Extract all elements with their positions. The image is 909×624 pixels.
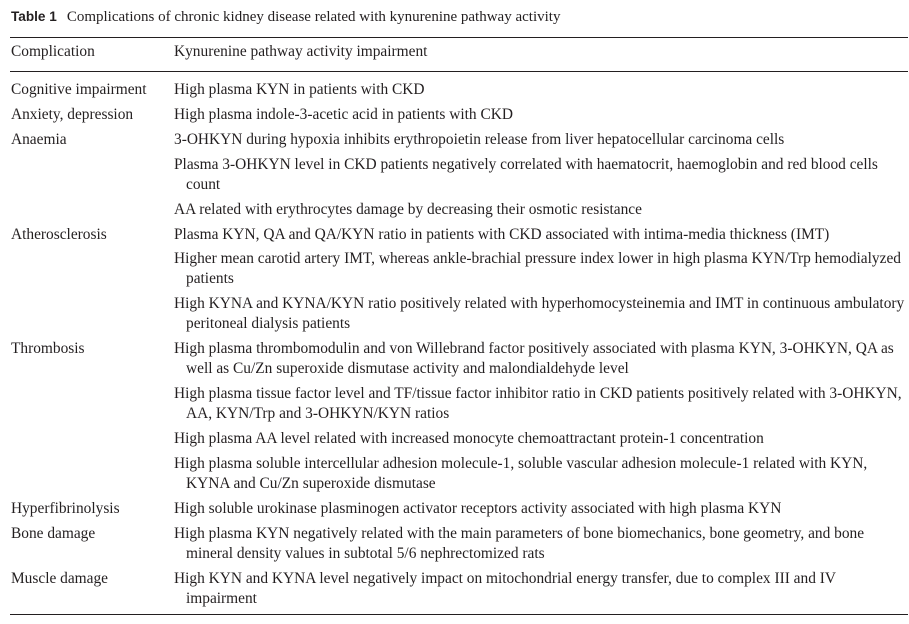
cell-complication: Thrombosis bbox=[11, 340, 85, 357]
table-header-row bbox=[10, 42, 908, 62]
cell-impairment: High plasma tissue factor level and TF/tissue factor inhibitor ratio in CKD patients positively related with 3-OHKYN, AA, KYN/Trp and 3-OHKYN/KYN ratios bbox=[174, 385, 902, 422]
table-caption-label: Table 1 bbox=[11, 9, 57, 24]
header-impairment: Kynurenine pathway activity impairment bbox=[174, 43, 428, 60]
cell-complication: Anxiety, depression bbox=[11, 106, 134, 123]
cell-impairment: High plasma thrombomodulin and von Willebrand factor positively associated with plasma KYN, 3-OHKYN, QA as well as Cu/Zn superoxide dismutase activity and malondialdehyde level bbox=[174, 340, 894, 377]
cell-impairment: AA related with erythrocytes damage by decreasing their osmotic resistance bbox=[174, 201, 642, 218]
cell-complication: Muscle damage bbox=[11, 570, 109, 587]
table-caption bbox=[11, 7, 560, 27]
table-header-rule bbox=[10, 71, 908, 72]
cell-impairment: High plasma soluble intercellular adhesion molecule-1, soluble vascular adhesion molecule-1 related with KYN, KYNA and Cu/Zn superoxide dismutase bbox=[174, 455, 868, 492]
cell-complication: Bone damage bbox=[11, 525, 96, 542]
cell-impairment: High plasma KYN negatively related with the main parameters of bone biomechanics, bone geometry, and bone mineral density values in subtotal 5/6 nephrectomized rats bbox=[174, 525, 865, 562]
cell-complication: Anaemia bbox=[11, 131, 67, 148]
table-caption-text: Complications of chronic kidney disease related with kynurenine pathway activity bbox=[66, 9, 561, 25]
header-complication: Complication bbox=[11, 43, 95, 60]
cell-impairment: Plasma KYN, QA and QA/KYN ratio in patients with CKD associated with intima-media thickness (IMT) bbox=[174, 226, 830, 243]
cell-complication: Atherosclerosis bbox=[11, 226, 107, 243]
table-bottom-rule bbox=[10, 614, 908, 615]
cell-impairment: High plasma KYN in patients with CKD bbox=[174, 81, 425, 98]
cell-impairment: High KYN and KYNA level negatively impact on mitochondrial energy transfer, due to complex III and IV impairment bbox=[174, 570, 836, 607]
cell-impairment: High plasma indole-3-acetic acid in patients with CKD bbox=[174, 106, 513, 123]
cell-impairment: High KYNA and KYNA/KYN ratio positively related with hyperhomocysteinemia and IMT in continuous ambulatory peritoneal dialysis patients bbox=[174, 295, 905, 332]
cell-complication: Hyperfibrinolysis bbox=[11, 500, 120, 517]
cell-impairment: Plasma 3-OHKYN level in CKD patients negatively correlated with haematocrit, haemoglobin and red blood cells count bbox=[174, 156, 878, 193]
cell-impairment: Higher mean carotid artery IMT, whereas ankle-brachial pressure index lower in high plasma KYN/Trp hemodialyzed patients bbox=[174, 250, 901, 287]
cell-impairment: High plasma AA level related with increased monocyte chemoattractant protein-1 concentration bbox=[174, 430, 764, 447]
cell-complication: Cognitive impairment bbox=[11, 81, 147, 98]
cell-impairment: High soluble urokinase plasminogen activator receptors activity associated with high plasma KYN bbox=[174, 500, 782, 517]
table-figure bbox=[10, 0, 908, 624]
table-top-rule bbox=[10, 37, 908, 38]
cell-impairment: 3-OHKYN during hypoxia inhibits erythropoietin release from liver hepatocellular carcinoma cells bbox=[174, 131, 785, 148]
